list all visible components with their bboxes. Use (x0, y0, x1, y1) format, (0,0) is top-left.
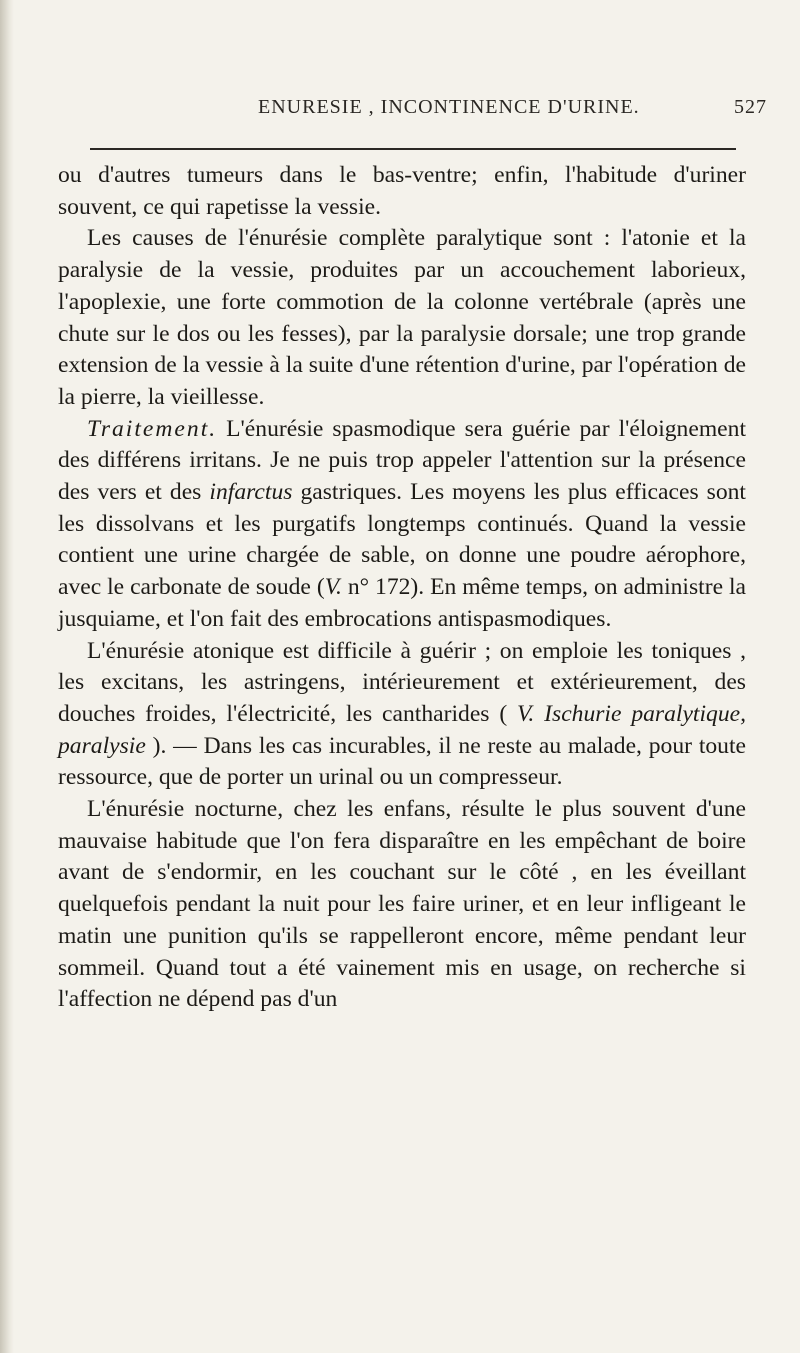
paragraph-4-text-a: L'énurésie atonique est difficile à guérir ; on emploie les toniques , les excitans, les astringens, intérieurement et extérieurement, des douches froides, l'électricité, les cantharides ( (58, 637, 746, 727)
treatment-heading: Traitement. (87, 415, 218, 442)
paragraph-3-text-c: n° 172). En même temps, on administre la jusquiame, et l'on fait des embrocations antispasmodiques. (58, 574, 746, 632)
infarctus-term: infarctus (209, 479, 293, 506)
page-binding-edge (0, 0, 14, 1353)
paragraph-4-text-b: ). — Dans les cas incurables, il ne reste au malade, pour toute ressource, que de porter un urinal ou un compresseur. (58, 732, 746, 791)
cross-reference: V. (324, 574, 342, 601)
header-rule (90, 148, 736, 150)
paragraph-treatment (58, 414, 746, 636)
ischurie-reference: V. Ischurie paralytique, paralysie (58, 700, 746, 759)
paragraph-2-text: Les causes de l'énurésie complète paralytique sont : l'atonie et la paralysie de la vessie, produites par un accouchement laborieux, l'apoplexie, une forte commotion de la colonne vertébrale (après une chute sur le dos ou les fesses), par la paralysie dorsale; une trop grande extension de la vessie à la suite d'une rétention d'urine, par l'opération de la pierre, la vieillesse. (58, 225, 746, 410)
paragraph-3-text-a: L'énurésie spasmodique sera guérie par l'éloignement des différens irritans. Je ne puis trop appeler l'attention sur la présence des vers et des (58, 415, 746, 506)
body-text (58, 160, 746, 1016)
paragraph-atonic (58, 636, 746, 795)
paragraph-continuation (58, 160, 746, 223)
running-head-title: ENURESIE , INCONTINENCE D'URINE. (258, 96, 640, 118)
paragraph-3-text-b: gastriques. Les moyens les plus efficaces sont les dissolvans et les purgatifs longtemps continués. Quand la vessie contient une urine chargée de sable, on donne une poudre aérophore, avec le carbonate de soude ( (58, 479, 746, 601)
paragraph-1-text: ou d'autres tumeurs dans le bas-ventre; enfin, l'habitude d'uriner souvent, ce qui rapetisse la vessie. (58, 162, 746, 220)
paragraph-5-text: L'énurésie nocturne, chez les enfans, résulte le plus souvent d'une mauvaise habitude que l'on fera disparaître en les empêchant de boire avant de s'endormir, en les couchant sur le côté , en les éveillant quelquefois pendant la nuit pour les faire uriner, et en leur infligeant le matin une punition qu'ils se rappelleront encore, même pendant leur sommeil. Quand tout a été vainement mis en usage, on recherche si l'affection ne dépend pas d'un (58, 796, 746, 1013)
paragraph-causes (58, 223, 746, 413)
running-head (0, 96, 800, 126)
paragraph-nocturnal (58, 794, 746, 1016)
page-number: 527 (734, 96, 767, 118)
